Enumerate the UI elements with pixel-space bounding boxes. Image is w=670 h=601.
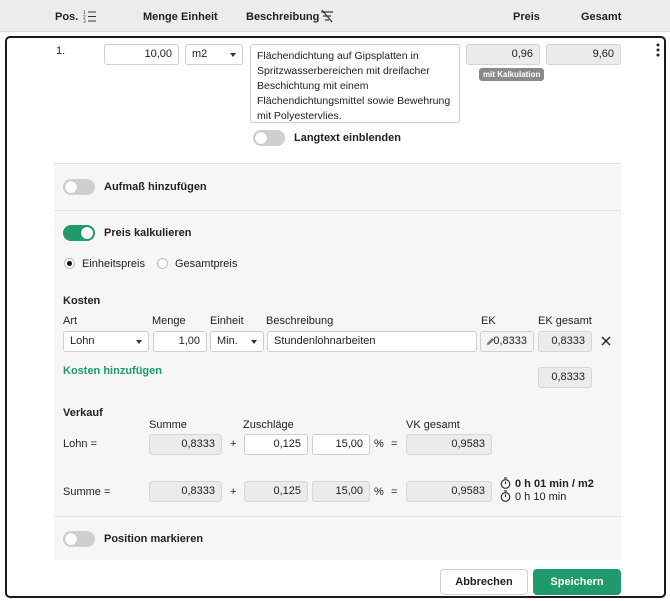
lohn-summe-field: 0,8333	[149, 434, 222, 455]
kosten-title: Kosten	[63, 295, 101, 307]
col-summe: Summe	[149, 419, 187, 431]
kosten-einheit-value: Min.	[217, 335, 238, 347]
speichern-button[interactable]: Speichern	[533, 569, 621, 595]
abbrechen-button[interactable]: Abbrechen	[440, 569, 528, 595]
divider	[54, 163, 621, 164]
kosten-einheit-select[interactable]	[210, 331, 264, 352]
col-ek-gesamt: EK gesamt	[538, 315, 592, 327]
col-ek: EK	[481, 315, 496, 327]
preis-kalkulieren-label: Preis kalkulieren	[104, 227, 192, 239]
pencil-icon	[486, 337, 495, 346]
kosten-total-field: 0,8333	[538, 367, 592, 388]
art-select[interactable]	[63, 331, 149, 352]
col-vk-gesamt: VK gesamt	[406, 419, 460, 431]
aufmass-label: Aufmaß hinzufügen	[104, 181, 207, 193]
chevron-down-icon	[230, 53, 236, 57]
header-gesamt: Gesamt	[581, 11, 622, 23]
gesamt-field: 9,60	[546, 44, 621, 65]
summe-summe-field: 0,8333	[149, 481, 222, 502]
stopwatch-icon	[500, 490, 511, 502]
chevron-down-icon	[136, 340, 142, 344]
art-value: Lohn	[70, 335, 95, 347]
stopwatch-icon	[500, 477, 511, 489]
list-order-icon[interactable]	[83, 9, 97, 23]
divider	[54, 210, 621, 211]
position-edit-card	[5, 36, 666, 598]
gesamtpreis-label[interactable]: Gesamtpreis	[175, 258, 238, 270]
svg-text:2: 2	[83, 15, 86, 21]
preis-kalkulieren-toggle[interactable]	[63, 225, 95, 241]
col-menge: Menge	[152, 315, 186, 327]
lohn-percent-input[interactable]: 15,00	[312, 434, 370, 455]
beschreibung-textarea[interactable]: Flächendichtung auf Gipsplatten in Spritzwasserbereichen mit dreifacher Beschichtung mit einem Flächendichtungsmittel sowie Bewehrung mit Polyestervlies.	[250, 44, 460, 123]
lohn-label: Lohn =	[63, 438, 97, 450]
svg-text:3: 3	[83, 20, 86, 23]
position-row	[54, 38, 621, 163]
equals-sign: =	[391, 486, 398, 498]
divider	[54, 516, 621, 517]
summe-zuschlag-field: 0,125	[244, 481, 308, 502]
col-zuschlaege: Zuschläge	[243, 419, 294, 431]
col-beschreibung: Beschreibung	[266, 315, 334, 327]
time-per-unit: 0 h 01 min / m2	[515, 478, 594, 490]
equals-sign: =	[391, 438, 398, 450]
time-total: 0 h 10 min	[515, 491, 567, 503]
plus-sign: +	[230, 438, 237, 450]
col-art: Art	[63, 315, 78, 327]
ek-value: 0,8333	[493, 335, 527, 347]
col-einheit: Einheit	[210, 315, 244, 327]
aufmass-toggle[interactable]	[63, 179, 95, 195]
header-einheit: Einheit	[181, 11, 218, 23]
kosten-menge-input[interactable]: 1,00	[153, 331, 207, 352]
kalkulation-badge: mit Kalkulation	[479, 68, 544, 81]
kosten-hinzufuegen-link[interactable]: Kosten hinzufügen	[63, 365, 162, 377]
header-menge: Menge	[143, 11, 178, 23]
table-header	[0, 0, 670, 32]
text-filter-icon[interactable]	[320, 9, 334, 23]
summe-vk-field: 0,9583	[406, 481, 492, 502]
preis-field: 0,96	[466, 44, 540, 65]
header-pos: Pos.	[55, 11, 79, 23]
close-icon[interactable]	[601, 336, 611, 346]
radio-gesamtpreis[interactable]	[157, 258, 168, 269]
radio-einheitspreis[interactable]	[64, 258, 75, 269]
einheit-value: m2	[192, 48, 208, 60]
chevron-down-icon	[251, 340, 257, 344]
einheit-select[interactable]	[185, 44, 243, 65]
langtext-label: Langtext einblenden	[294, 132, 401, 144]
einheitspreis-label[interactable]: Einheitspreis	[82, 258, 145, 270]
more-options-icon[interactable]	[655, 42, 661, 58]
menge-input[interactable]: 10,00	[104, 44, 179, 65]
lohn-vk-field: 0,9583	[406, 434, 492, 455]
summe-label: Summe =	[63, 486, 111, 498]
position-number: 1.	[56, 45, 66, 57]
langtext-toggle[interactable]	[253, 130, 285, 146]
header-beschreibung: Beschreibung	[246, 11, 320, 23]
kosten-beschreibung-input[interactable]: Stundenlohnarbeiten	[267, 331, 477, 352]
position-markieren-label: Position markieren	[104, 533, 204, 545]
position-markieren-toggle[interactable]	[63, 531, 95, 547]
position-editor	[54, 38, 621, 560]
ek-gesamt-field: 0,8333	[538, 331, 592, 352]
percent-sign: %	[374, 438, 384, 450]
percent-sign: %	[374, 486, 384, 498]
summe-percent-field: 15,00	[312, 481, 370, 502]
svg-text:1: 1	[83, 11, 86, 16]
plus-sign: +	[230, 486, 237, 498]
lohn-zuschlag-input[interactable]: 0,125	[244, 434, 308, 455]
ek-field[interactable]	[480, 331, 534, 352]
header-preis: Preis	[513, 11, 540, 23]
verkauf-title: Verkauf	[63, 407, 103, 419]
